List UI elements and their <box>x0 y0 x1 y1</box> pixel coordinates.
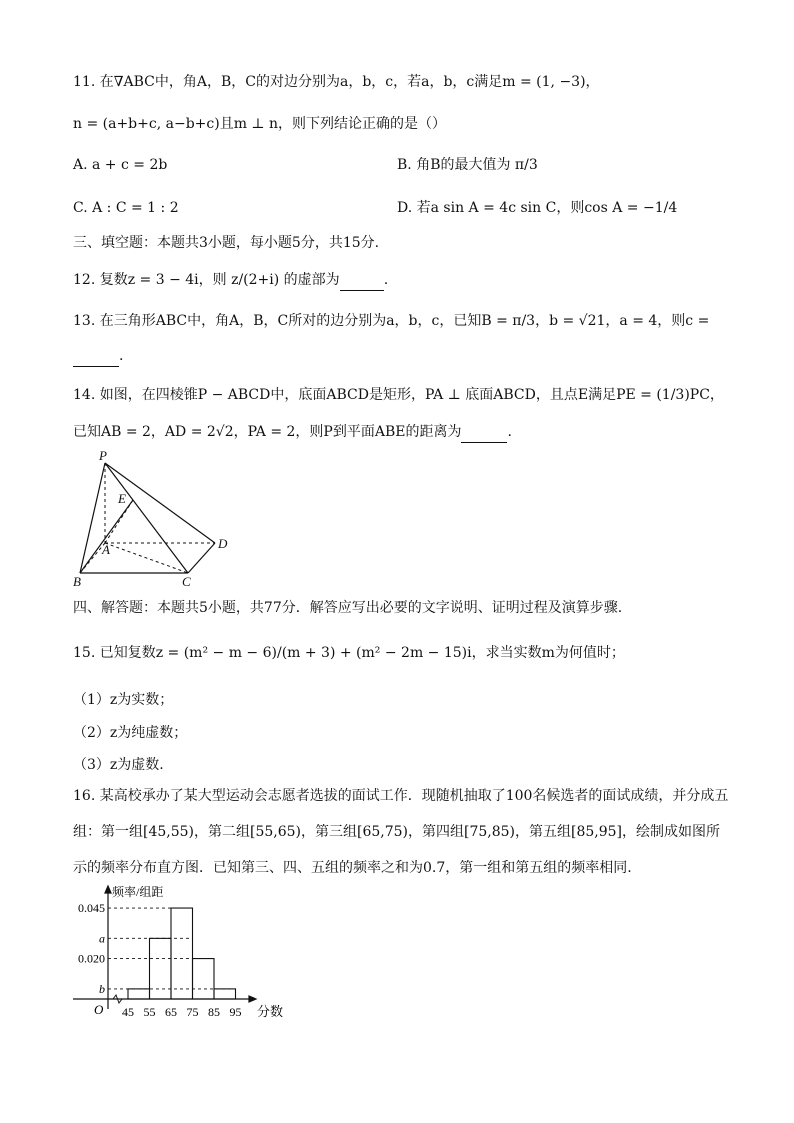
q11-option-a: A. a + c = 2b <box>73 157 168 173</box>
y-axis-title: 频率/组距 <box>112 885 164 899</box>
q11-option-c: C. A : C = 1 : 2 <box>73 200 179 216</box>
histogram-bar <box>214 989 236 999</box>
q15-part-2: （2）z为纯虚数； <box>73 725 188 741</box>
segment-ae <box>105 500 133 543</box>
q14-answer-blank <box>461 422 507 443</box>
x-tick-label: 45 <box>122 1005 134 1019</box>
x-tick-label: 55 <box>143 1005 156 1019</box>
q14-line2 <box>73 422 512 443</box>
y-tick-label: 0.020 <box>78 951 105 966</box>
y-tick-label: b <box>99 981 105 996</box>
edge-cd <box>188 543 215 573</box>
y-tick-label: a <box>99 931 105 946</box>
histogram-bar <box>193 959 215 999</box>
section-4-heading: 四、解答题：本题共5小题，共77分．解答应写出必要的文字说明、证明过程及演算步骤. <box>73 600 623 616</box>
x-axis-arrow <box>249 996 256 1002</box>
q12-text: 12. 复数z = 3 − 4i，则 z/(2+i) 的虚部为 <box>73 272 340 288</box>
q14-line1: 14. 如图，在四棱锥P − ABCD中，底面ABCD是矩形，PA ⊥ 底面ABCD，且点E满足PE = (1/3)PC， <box>73 387 724 403</box>
diagonal-ac <box>105 543 188 573</box>
q13-line1: 13. 在三角形ABC中，角A，B，C所对的边分别为a，b，c，已知B = π/3，b = √21，a = 4，则c = <box>73 313 710 329</box>
q16-line3: 示的频率分布直方图．已知第三、四、五组的频率之和为0.7，第一组和第五组的频率相同. <box>73 860 632 876</box>
x-tick-label: 75 <box>186 1005 199 1019</box>
q15-part-3: （3）z为虚数. <box>73 757 164 773</box>
y-tick-label: 0.045 <box>78 901 105 916</box>
q15-part-1: （1）z为实数； <box>73 692 174 708</box>
histogram-bar <box>128 989 150 999</box>
histogram-bar <box>150 938 172 999</box>
q15-line1: 15. 已知复数z = (m² − m − 6)/(m + 3) + (m² − 2m − 15)i，求当实数m为何值时； <box>73 645 625 661</box>
x-tick-label: 65 <box>165 1005 177 1019</box>
label-b: B <box>73 574 81 588</box>
q12-answer-blank <box>340 270 384 291</box>
q13-line2 <box>73 346 123 367</box>
label-d: D <box>218 536 228 551</box>
q12-end: . <box>383 272 389 288</box>
q16-line1: 16. 某高校承办了某大型运动会志愿者选拔的面试工作．现随机抽取了100名候选者的面试成绩，并分成五 <box>73 788 729 804</box>
q11-line2: n = (a+b+c, a−b+c)且m ⊥ n，则下列结论正确的是（） <box>73 116 447 132</box>
x-tick-label: 95 <box>229 1005 242 1019</box>
q12-line <box>73 270 388 291</box>
q11-line1: 11. 在∇ABC中，角A，B，C的对边分别为a，b，c，若a，b，c满足m = (1, −3)， <box>73 74 600 90</box>
x-axis-title: 分数 <box>257 1004 284 1019</box>
frequency-histogram <box>68 884 288 1024</box>
pyramid-figure <box>68 448 238 588</box>
q16-line2: 组：第一组[45,55)，第二组[55,65)，第三组[65,75)，第四组[75,85)，第五组[85,95]，绘制成如图所 <box>73 824 721 840</box>
section-3-heading: 三、填空题：本题共3小题，每小题5分，共15分. <box>73 235 380 251</box>
q13-end: . <box>119 348 124 364</box>
x-tick-label: 85 <box>208 1005 220 1019</box>
q14-text: 已知AB = 2，AD = 2√2，PA = 2，则P到平面ABE的距离为 <box>73 424 462 440</box>
q11-option-d: D. 若a sin A = 4c sin C，则cos A = −1/4 <box>397 200 678 216</box>
y-axis-arrow <box>105 886 111 893</box>
label-c: C <box>182 574 191 588</box>
label-e: E <box>118 491 126 506</box>
q14-end: . <box>507 424 512 440</box>
q13-answer-blank <box>73 346 119 367</box>
q11-option-b: B. 角B的最大值为 π/3 <box>397 157 538 173</box>
edge-pc <box>105 463 188 573</box>
label-p: P <box>99 448 107 463</box>
label-a: A <box>102 542 110 557</box>
histogram-bar <box>171 908 193 999</box>
origin-label: O <box>94 1002 104 1017</box>
